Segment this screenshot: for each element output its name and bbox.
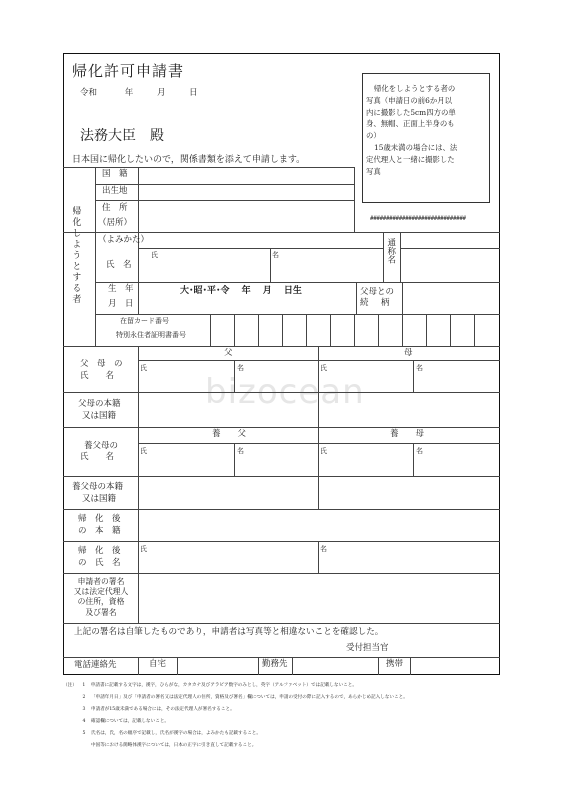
photo-line: 内に撮影した5cm四方の単 <box>366 107 456 117</box>
table-rule-horizontal <box>63 541 500 542</box>
table-rule-vertical <box>258 657 259 675</box>
dob-label-1: 生 年 <box>108 284 134 294</box>
post-sei: 氏 <box>140 545 147 553</box>
note-item <box>63 692 503 704</box>
father-mei: 名 <box>237 364 244 372</box>
photo-instructions <box>366 83 486 177</box>
post-domicile-label-2: の 本 籍 <box>78 526 121 536</box>
date-line <box>80 89 198 99</box>
adoptive-father-mei: 名 <box>237 447 244 455</box>
notes-block <box>63 680 503 753</box>
signature-line: 及び署名 <box>85 607 117 617</box>
photo-line: 写真 <box>366 166 381 176</box>
signature-line: 又は法定代理人 <box>73 587 129 597</box>
sei-mark: 氏 <box>151 251 158 259</box>
name-label: 氏 名 <box>106 260 132 270</box>
table-rule-horizontal <box>63 427 500 428</box>
parents-domicile-2: 又は国籍 <box>82 411 117 421</box>
table-rule-vertical <box>210 314 211 346</box>
table-rule-vertical <box>292 657 293 675</box>
table-rule-vertical <box>318 346 319 427</box>
note-item <box>63 728 503 740</box>
yomikata-label: （よみかた） <box>98 235 150 245</box>
adoptive-name-label-2: 氏 名 <box>80 452 115 462</box>
table-rule-vertical <box>282 314 283 346</box>
note-item <box>63 680 503 692</box>
table-rule-vertical <box>450 314 451 346</box>
signature-label <box>64 577 138 618</box>
table-rule-vertical <box>234 314 235 346</box>
note-number: 1 <box>82 683 86 688</box>
photo-line: の） <box>366 131 381 141</box>
notes-prefix: （注） <box>63 683 77 688</box>
card-number-label: 在留カード番号 <box>120 317 169 325</box>
adoptive-mother-mei: 名 <box>416 447 423 455</box>
note-item <box>63 704 503 716</box>
residence-label: （居所） <box>98 218 133 228</box>
table-rule-vertical <box>402 282 403 314</box>
table-rule-horizontal <box>63 623 500 624</box>
table-rule-vertical <box>177 657 178 675</box>
table-rule-horizontal <box>63 509 500 510</box>
table-rule-vertical <box>413 443 414 476</box>
photo-line: 写真（申請日の前6か月以 <box>366 95 453 105</box>
note-number: 2 <box>82 695 86 701</box>
note-text: 申請者が15歳未満である場合には，その法定代理人が署名すること。 <box>91 707 235 713</box>
table-rule-vertical <box>138 427 139 509</box>
adoptive-name-label-1: 養父母の <box>84 441 119 451</box>
adoptive-mother-header: 養 母 <box>390 429 425 439</box>
table-rule-vertical <box>138 509 139 623</box>
table-rule-horizontal <box>63 232 500 233</box>
addressee: 法務大臣 殿 <box>80 128 164 144</box>
contact-label: 電話連絡先 <box>74 660 117 670</box>
year-label: 年 <box>124 88 134 98</box>
adoptive-domicile-2: 又は国籍 <box>82 494 117 504</box>
photo-line: 定代理人と一緒に撮影した <box>366 154 455 164</box>
table-rule-horizontal <box>95 282 500 283</box>
table-rule-vertical <box>400 232 401 282</box>
relation-label-1: 父母との <box>360 287 395 297</box>
table-rule-vertical <box>95 167 96 346</box>
post-name-label-1: 帰 化 後 <box>78 546 121 556</box>
contact-mobile: 携帯 <box>386 659 404 669</box>
photo-hash-marks: ############################## <box>370 216 466 222</box>
table-rule-vertical <box>270 248 271 282</box>
day-label: 日 <box>189 88 198 98</box>
table-rule-vertical <box>258 314 259 346</box>
applicant-section-label: 帰化しようとする者 <box>70 206 81 305</box>
tsusho-label: 通称名 <box>385 238 396 264</box>
relation-label-2: 続 柄 <box>360 298 392 308</box>
table-rule-horizontal <box>63 573 500 574</box>
table-rule-vertical <box>383 232 384 282</box>
address-label: 住 所 <box>102 203 128 213</box>
table-rule-vertical <box>234 443 235 476</box>
table-rule-horizontal <box>95 200 354 201</box>
table-rule-vertical <box>354 167 355 232</box>
table-rule-horizontal <box>63 392 500 393</box>
table-rule-vertical <box>402 314 403 346</box>
confirmation-text: 上記の署名は自筆したものであり，申請者は写真等と相違ないことを確認した。 <box>74 627 384 637</box>
table-rule-horizontal <box>138 248 383 249</box>
table-rule-vertical <box>138 657 139 675</box>
adoptive-domicile-1: 養父母の本籍 <box>72 482 124 492</box>
table-rule-horizontal <box>63 476 500 477</box>
table-rule-vertical <box>138 346 139 427</box>
table-rule-horizontal <box>138 443 500 444</box>
table-rule-vertical <box>378 657 379 675</box>
post-domicile-label-1: 帰 化 後 <box>78 514 121 524</box>
table-rule-vertical <box>354 314 355 346</box>
note-number: 4 <box>82 719 86 725</box>
note-text: 中国等における簡略体漢字については，日本の正字に引き直して記載すること。 <box>91 743 257 749</box>
birthplace-label: 出生地 <box>102 186 128 196</box>
contact-home: 自宅 <box>149 659 167 669</box>
note-text: 申請書に記載する文字は，漢字，ひらがな，カタカナ及びアラビア数字のみとし，英字（アルファベット）では記載しないこと。 <box>90 683 357 688</box>
nationality-label: 国 籍 <box>102 169 128 179</box>
table-rule-vertical <box>410 657 411 675</box>
note-text: 確認欄については，記載しないこと。 <box>91 719 170 725</box>
mother-sei: 氏 <box>320 364 327 372</box>
note-number: 5 <box>82 731 86 737</box>
photo-line: 身、無帽、正面上半身のも <box>366 119 455 129</box>
reception-officer: 受付担当官 <box>346 643 389 653</box>
table-rule-horizontal <box>63 346 500 347</box>
note-text: 氏名は，氏，名の順序で記載し，氏名が漢字の場合は，よみかたも記載すること。 <box>91 731 261 737</box>
table-rule-vertical <box>378 314 379 346</box>
adoptive-father-header: 養 父 <box>212 429 247 439</box>
month-label: 月 <box>156 88 166 98</box>
mother-mei: 名 <box>416 364 423 372</box>
signature-line: 申請者の署名 <box>77 577 125 586</box>
parents-name-label-1: 父 母 の <box>80 359 123 369</box>
era-reiwa: 令和 <box>80 88 98 98</box>
table-rule-horizontal <box>95 184 354 185</box>
mei-mark: 名 <box>272 251 279 259</box>
note-item <box>63 716 503 728</box>
adoptive-father-sei: 氏 <box>140 447 147 455</box>
dob-label-2: 月 日 <box>108 299 134 309</box>
table-rule-vertical <box>426 314 427 346</box>
table-rule-vertical <box>318 427 319 509</box>
adoptive-mother-sei: 氏 <box>320 447 327 455</box>
watermark: bizocean <box>205 372 365 412</box>
table-rule-vertical <box>330 314 331 346</box>
table-rule-horizontal <box>95 314 500 315</box>
dob-era: 大･昭･平･令 年 月 日生 <box>180 286 302 296</box>
table-rule-vertical <box>474 314 475 346</box>
contact-work: 勤務先 <box>262 659 288 669</box>
table-rule-vertical <box>318 541 319 573</box>
note-item <box>63 740 503 752</box>
photo-line: 15歳未満の場合には、法 <box>374 142 458 152</box>
table-rule-horizontal <box>63 167 354 168</box>
note-text: 「申請年月日」及び「申請者の署名又は法定代理人の住所，資格及び署名」欄については，申請の受付の際に記入するので，あらかじめ記入しないこと。 <box>91 695 408 701</box>
table-rule-vertical <box>356 282 357 314</box>
parents-name-label-2: 氏 名 <box>80 371 115 381</box>
intro-text: 日本国に帰化したいので，関係書類を添えて申請します。 <box>72 155 306 165</box>
table-rule-horizontal <box>138 360 500 361</box>
table-rule-vertical <box>413 360 414 392</box>
special-cert-label: 特別永住者証明書番号 <box>116 331 186 339</box>
parents-domicile-1: 父母の本籍 <box>78 399 121 409</box>
photo-line: 帰化をしようとする者の <box>374 84 456 93</box>
table-rule-horizontal <box>63 657 500 658</box>
post-mei: 名 <box>320 545 327 553</box>
mother-header: 母 <box>404 348 413 358</box>
signature-line: の住所，資格 <box>77 597 125 607</box>
father-sei: 氏 <box>140 364 147 372</box>
form-title: 帰化許可申請書 <box>72 62 185 80</box>
post-name-label-2: の 氏 名 <box>78 558 121 568</box>
table-rule-horizontal <box>400 248 500 249</box>
note-number: 3 <box>82 707 86 713</box>
table-rule-vertical <box>234 360 235 392</box>
table-rule-vertical <box>306 314 307 346</box>
father-header: 父 <box>224 348 233 358</box>
